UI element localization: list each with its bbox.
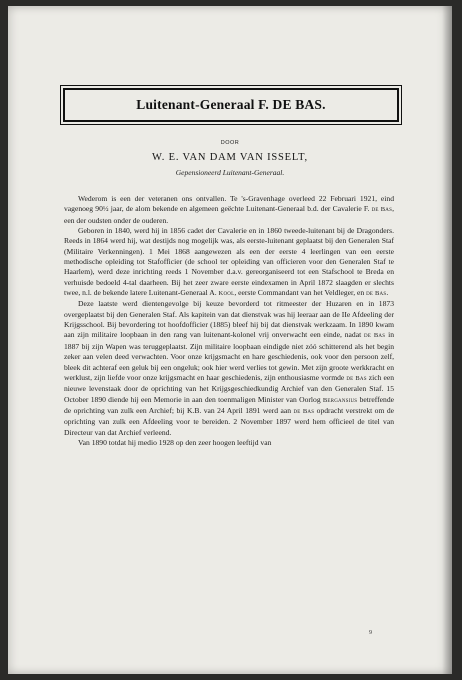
paragraph bbox=[64, 438, 394, 448]
article-body bbox=[64, 194, 394, 448]
text-run: in 1887 bij zijn Wapen was teruggeplaatst. Zijn militaire loopbaan eindigde niet zóó schitterend als het begin zeker aan velen deed verwachten. Voor onze krijgsmacht en hare geschiedenis, ook voor den persoon zelf, bleek dit achteraf een geluk bij een ongeluk; ook hier werd verlies tot gewin. Met zijn groote werkkracht en werklust, zijn liefde voor onze krijgsmacht en haar geschiedenis, zijn enthousiasme vormde bbox=[64, 330, 395, 382]
text-run: Van 1890 totdat hij medio 1928 op den zeer hoogen leeftijd van bbox=[78, 437, 272, 447]
paragraph bbox=[64, 194, 394, 226]
name-small-caps: Bergansius bbox=[322, 396, 358, 404]
name-small-caps: de Bas bbox=[346, 374, 367, 382]
text-run: . bbox=[386, 288, 389, 298]
byline-prefix: DOOR bbox=[220, 140, 240, 146]
text-run: Geboren in 1840, werd hij in 1856 cadet der Cavalerie en in 1860 tweede-luitenant bij de Dragonders. Reeds in 1864 werd hij, wat destijds nog mogelijk was, als eerste-luitenant geplaatst bij den Generalen Staf (Militaire Verkenningen). 1 Mei 1868 aangewezen als een der eerste 4 leerlingen van een eerste methodische opleiding tot Stafofficier (de school ter opleiding van officieren voor den Generalen Staf te Haarlem), werd deze inrichting reeds 1 November d.a.v. gereorganiseerd tot een Stafschool te Breda en verhuisde bedoeld 4-tal daarheen. Bij het zeer zware eerste eindexamen in April 1872 slaagden er slechts twee, n.l. de bekende latere Luitenant-Generaal A. bbox=[64, 226, 394, 298]
page-shadow bbox=[442, 6, 452, 674]
name-small-caps: de Bas bbox=[293, 407, 315, 415]
text-run: zich een nieuwe levenstaak door de oprichting van het Krijgsgeschiedkundig Archief van den Generalen Staf. 15 October 1890 diende hij een Memorie in aan den toenmaligen Minister van Oorlog bbox=[64, 372, 394, 404]
text-run: opdracht verstrekt om de oprichting van zulk een Afdeeling voor te bereiden. 2 November 1897 werd hem officieel de titel van Directeur van dat Archief verleend. bbox=[64, 405, 394, 437]
name-small-caps: de Bas bbox=[364, 332, 386, 340]
text-run: betreffende de oprichting van zulk een Archief; bij K.B. van 24 April 1891 werd aan bbox=[64, 394, 394, 415]
text-run: Deze laatste werd dientengevolge bij keuze bevorderd tot ritmeester der Huzaren en in 1873 overgeplaatst bij den Generalen Staf. Als kapitein van dat dienstvak was hij leeraar aan de IIe Afdeeling der Krijgsschool. Bij bevordering tot hoofdofficier (1885) bleef hij bij dat dienstvak werkzaam. In 1890 kwam aan zijn militaire loopbaan in den rang van luitenant-kolonel vrij onverwacht een einde, nadat bbox=[64, 299, 394, 340]
text-run: , eerste Commandant van het Veldleger, en bbox=[234, 288, 367, 298]
text-run: , een der oudsten onder de ouderen. bbox=[64, 204, 394, 225]
page-number: 9 bbox=[369, 630, 372, 636]
name-small-caps: de Bas bbox=[371, 206, 393, 214]
author-name: W. E. VAN DAM VAN ISSELT, bbox=[152, 152, 308, 163]
article-title: Luitenant-Generaal F. DE BAS. bbox=[63, 88, 399, 122]
paragraph bbox=[64, 299, 394, 437]
paragraph bbox=[64, 226, 394, 299]
text-run: Wederom is een der veteranen ons ontvallen. Te 's-Gravenhage overleed 22 Februari 1921, eind vagenoeg 90½ jaar, de alom bekende en algemeen geëchte Luitenant-Generaal b.d. der Cavalerie F. bbox=[64, 194, 394, 214]
name-small-caps: Kool bbox=[218, 290, 235, 298]
author-rank: Gepensioneerd Luitenant-Generaal. bbox=[175, 168, 285, 177]
document-page bbox=[8, 6, 452, 674]
name-small-caps: de Bas bbox=[366, 290, 387, 298]
